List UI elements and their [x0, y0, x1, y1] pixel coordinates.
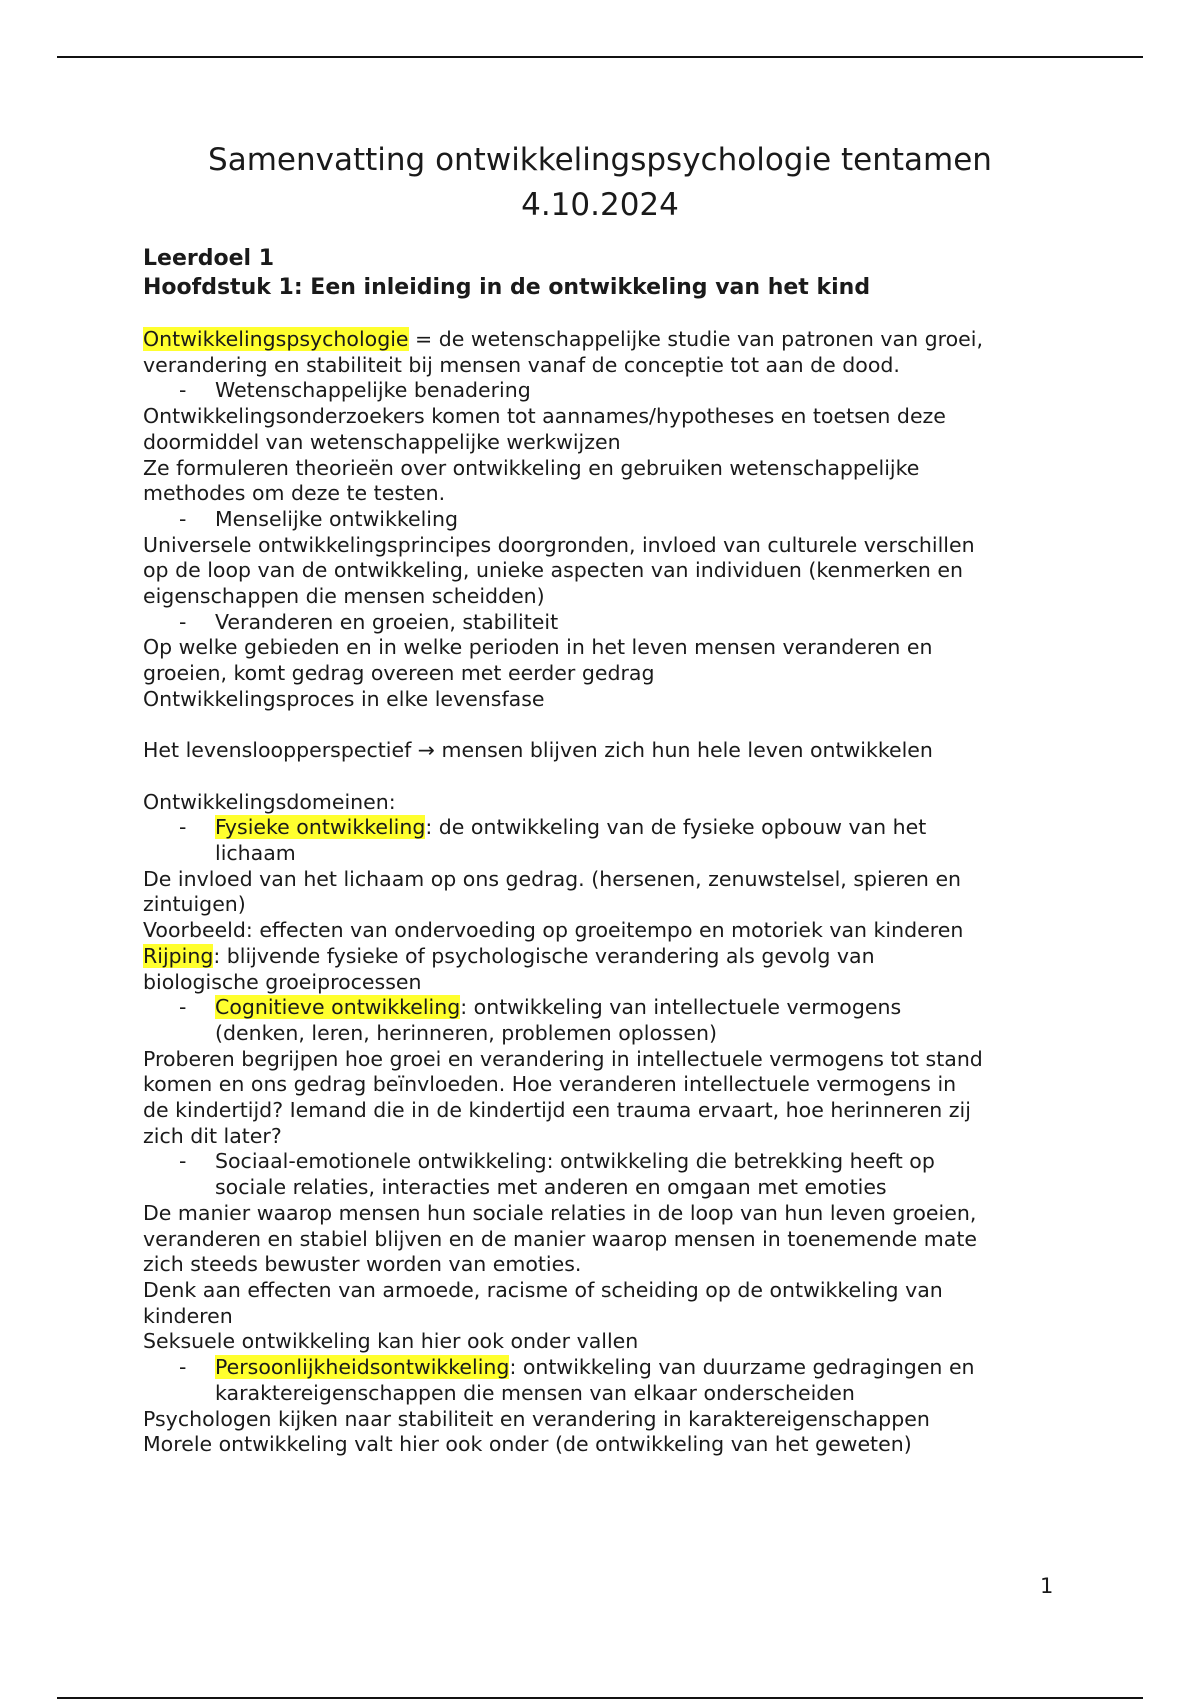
paragraph: veranderen en stabiel blijven en de manier waarop mensen in toenemende mate — [143, 1226, 977, 1251]
list-item-text: Menselijke ontwikkeling — [215, 506, 458, 531]
list-item — [143, 507, 1063, 533]
text: (denken, leren, herinneren, problemen oplossen) — [215, 1020, 717, 1045]
text: sociale relaties, interacties met anderen en omgaan met emoties — [215, 1175, 887, 1200]
highlighted-term: Cognitieve ontwikkeling — [215, 995, 461, 1020]
text: : de ontwikkeling van de fysieke opbouw van het — [425, 815, 927, 840]
title-line-1: Samenvatting ontwikkelingspsychologie tentamen — [208, 142, 992, 178]
blank-line — [143, 764, 1063, 790]
paragraph: methodes om deze te testen. — [143, 481, 446, 506]
paragraph — [143, 327, 1063, 353]
text: lichaam — [215, 841, 296, 866]
paragraph: verandering en stabiliteit bij mensen vanaf de conceptie tot aan de dood. — [143, 352, 900, 377]
list-item — [143, 995, 1063, 1046]
paragraph: groeien, komt gedrag overeen met eerder gedrag — [143, 661, 655, 686]
paragraph: komen en ons gedrag beïnvloeden. Hoe veranderen intellectuele vermogens in — [143, 1072, 957, 1097]
learning-goal-heading: Leerdoel 1 — [143, 246, 275, 271]
bullet-dash: - — [179, 1149, 187, 1174]
paragraph: De manier waarop mensen hun sociale relaties in de loop van hun leven groeien, — [143, 1200, 977, 1225]
paragraph: Ze formuleren theorieën over ontwikkeling en gebruiken wetenschappelijke — [143, 455, 920, 480]
highlighted-term: Ontwikkelingspsychologie — [143, 327, 409, 351]
document-body — [143, 327, 1063, 1458]
text: Sociaal-emotionele ontwikkeling: ontwikkeling die betrekking heeft op — [215, 1149, 935, 1174]
bullet-dash: - — [179, 378, 187, 403]
paragraph: eigenschappen die mensen scheidden) — [143, 584, 545, 609]
title-line-2: 4.10.2024 — [521, 187, 679, 223]
paragraph: De invloed van het lichaam op ons gedrag. (hersenen, zenuwstelsel, spieren en — [143, 866, 962, 891]
list-item — [143, 610, 1063, 636]
text: : blijvende fysieke of psychologische verandering als gevolg van — [213, 943, 875, 968]
paragraph: kinderen — [143, 1303, 233, 1328]
text: karaktereigenschappen die mensen van elkaar onderscheiden — [215, 1380, 855, 1405]
paragraph: doormiddel van wetenschappelijke werkwijzen — [143, 429, 621, 454]
paragraph: Ontwikkelingsproces in elke levensfase — [143, 686, 545, 711]
paragraph: zich dit later? — [143, 1123, 282, 1148]
header-rule — [57, 56, 1143, 58]
paragraph: Seksuele ontwikkeling kan hier ook onder vallen — [143, 1329, 639, 1354]
paragraph: op de loop van de ontwikkeling, unieke aspecten van individuen (kenmerken en — [143, 558, 963, 583]
paragraph: zich steeds bewuster worden van emoties. — [143, 1252, 582, 1277]
bullet-dash: - — [179, 995, 187, 1020]
paragraph: Ontwikkelingsdomeinen: — [143, 789, 396, 814]
highlighted-term: Rijping — [143, 943, 214, 968]
paragraph: Voorbeeld: effecten van ondervoeding op groeitempo en motoriek van kinderen — [143, 918, 964, 943]
bullet-dash: - — [179, 506, 187, 531]
list-item — [143, 815, 1063, 866]
text: : ontwikkeling van intellectuele vermogens — [460, 995, 902, 1020]
list-item — [143, 378, 1063, 404]
paragraph: de kindertijd? Iemand die in de kindertijd een trauma ervaart, hoe herinneren zij — [143, 1098, 971, 1123]
paragraph: zintuigen) — [143, 892, 246, 917]
paragraph: biologische groeiprocessen — [143, 969, 422, 994]
paragraph: Proberen begrijpen hoe groei en verandering in intellectuele vermogens tot stand — [143, 1046, 983, 1071]
list-item-text: Veranderen en groeien, stabiliteit — [215, 609, 559, 634]
paragraph: Denk aan effecten van armoede, racisme of scheiding op de ontwikkeling van — [143, 1277, 943, 1302]
chapter-heading: Hoofdstuk 1: Een inleiding in de ontwikkeling van het kind — [143, 275, 871, 300]
bullet-dash: - — [179, 1355, 187, 1380]
paragraph — [143, 944, 1063, 970]
paragraph: Het levensloopperspectief → mensen blijven zich hun hele leven ontwikkelen — [143, 738, 933, 763]
paragraph: Ontwikkelingsonderzoekers komen tot aannames/hypotheses en toetsen deze — [143, 404, 946, 429]
text: : ontwikkeling van duurzame gedragingen en — [509, 1355, 975, 1380]
text: = de wetenschappelijke studie van patronen van groei, — [408, 327, 983, 351]
blank-line — [143, 713, 1063, 739]
bullet-dash: - — [179, 815, 187, 840]
list-item — [143, 1149, 1063, 1200]
paragraph: Morele ontwikkeling valt hier ook onder (de ontwikkeling van het geweten) — [143, 1432, 912, 1457]
list-item — [143, 1355, 1063, 1406]
bullet-dash: - — [179, 609, 187, 634]
page-number: 1 — [1040, 1574, 1054, 1598]
paragraph: Psychologen kijken naar stabiliteit en verandering in karaktereigenschappen — [143, 1406, 930, 1431]
paragraph: Universele ontwikkelingsprincipes doorgronden, invloed van culturele verschillen — [143, 532, 975, 557]
paragraph: Op welke gebieden en in welke perioden in het leven mensen veranderen en — [143, 635, 933, 660]
highlighted-term: Fysieke ontwikkeling — [215, 815, 426, 840]
footer-rule — [57, 1697, 1143, 1699]
highlighted-term: Persoonlijkheidsontwikkeling — [215, 1355, 510, 1380]
list-item-text: Wetenschappelijke benadering — [215, 378, 531, 403]
document-title — [0, 138, 1200, 228]
